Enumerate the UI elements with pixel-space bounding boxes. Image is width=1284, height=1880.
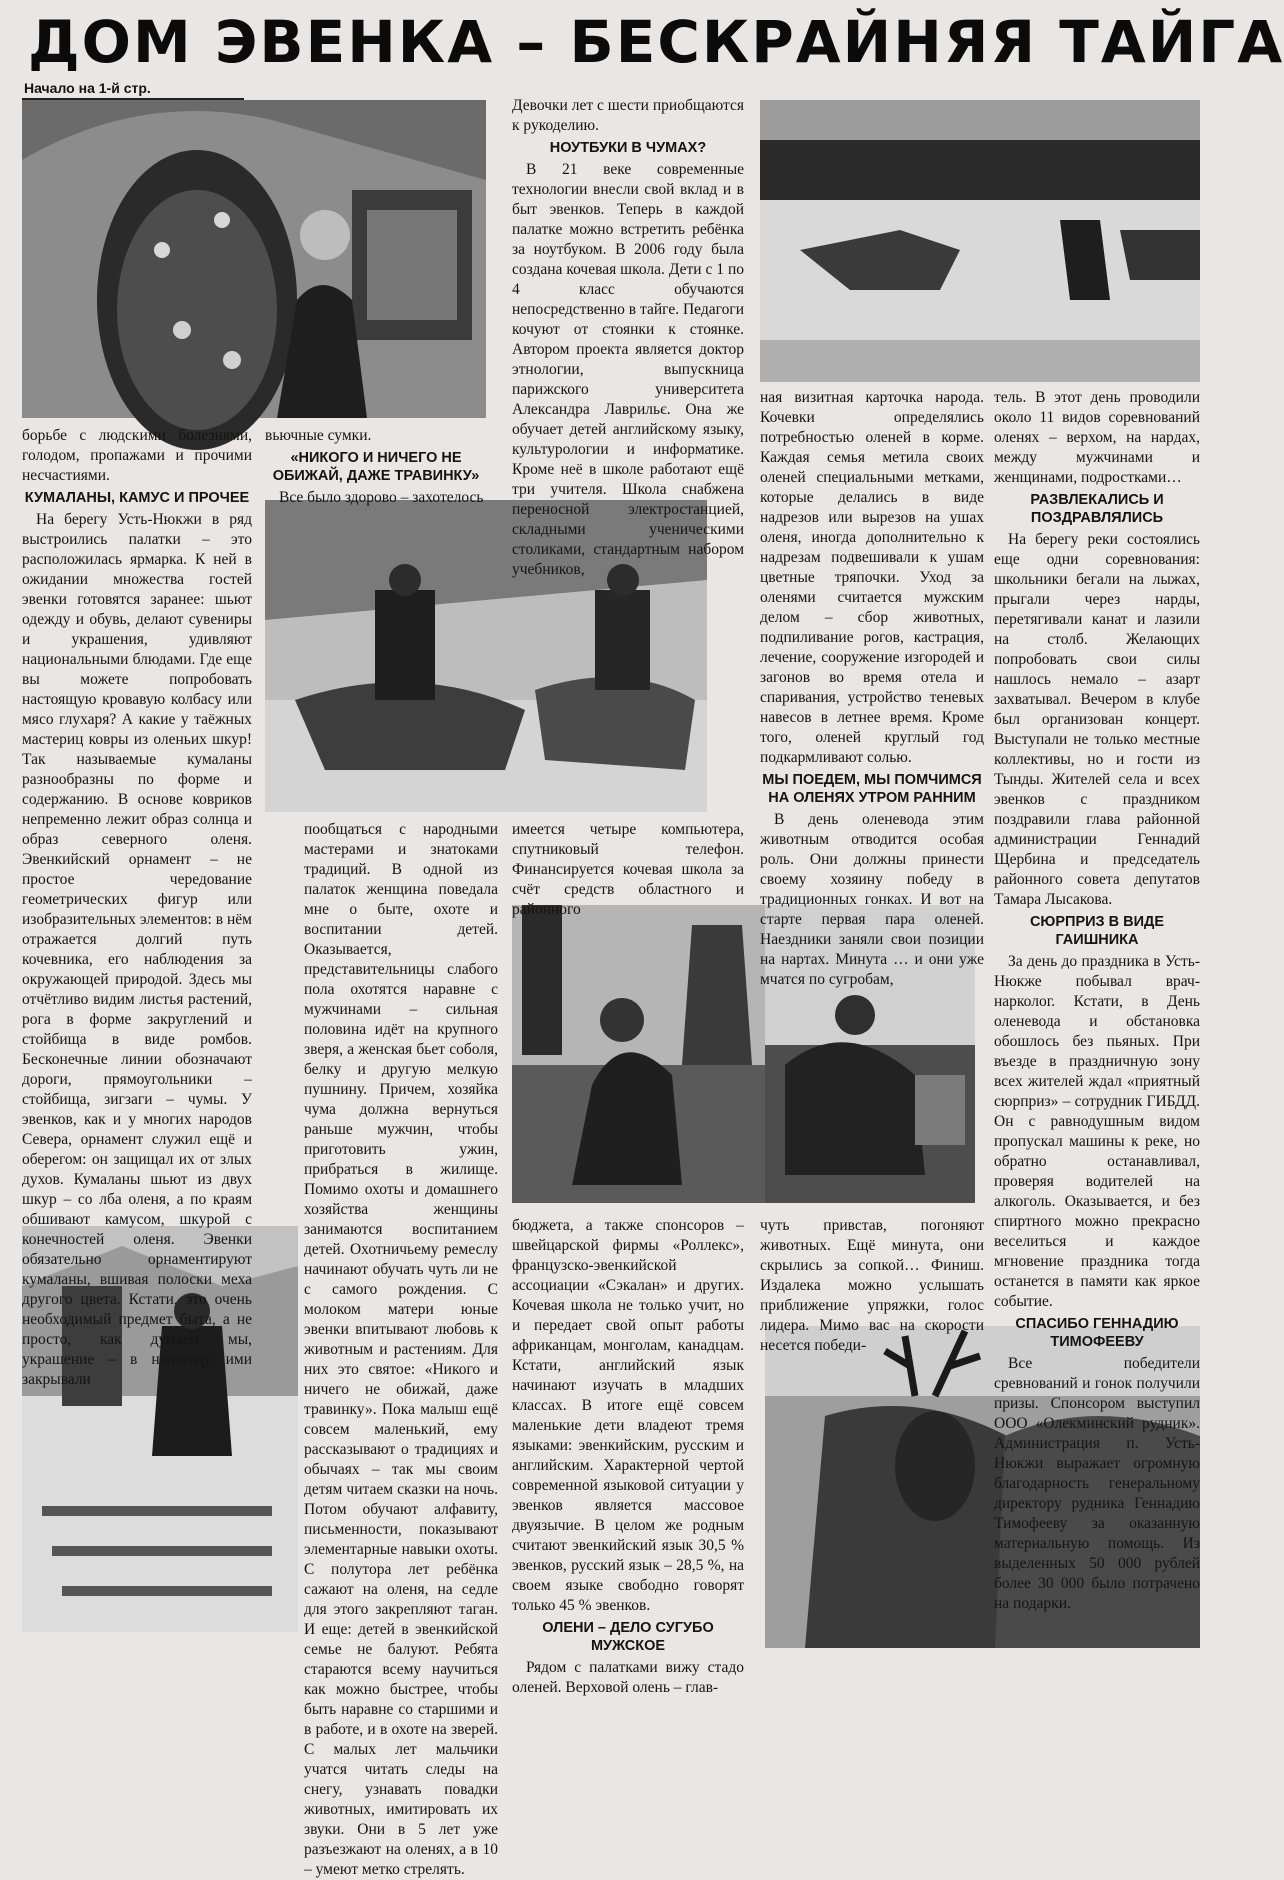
col4-paragraph: ная визитная карточка народа. Кочевки определялись потребностью оленей в корме. Каждая семья метила своих оленей специальными метками, которые делались в виде надрезов или вырезов на ушах оленя, иногда дополнительно к надрезам подвешивали к ушам цветные тряпочки. Уход за оленями считается мужским делом – сбор животных, подпиливание рогов, кастрация, лечение, сооружение изгородей и загонов во время отела и спаривания, устройство теневых навесов в летнее время. Кроме того, оленей круглый год подкармливают солью. xyxy=(760,389,984,766)
col4-paragraph: В день оленевода этим животным отводится особая роль. Они должны принести своему хозяину победу в традиционных гонках. И вот на старте первая пара оленей. Наездники заняли свои позиции на нартах. Минута … и они уже мчатся по сугробам, xyxy=(760,811,984,988)
col2-paragraph: вьючные сумки. xyxy=(265,427,372,444)
column-4-bottom xyxy=(760,1216,984,1354)
column-4-top xyxy=(760,388,984,988)
col1-paragraph: На берегу Усть-Нюкжи в ряд выстроились палатки – это расположилась ярмарка. К ней в ожидании множества гостей эвенки готовятся заранее: шьют одежду и обувь, делают сувениры и украшения, удивляют национальными блюдами. Где еще вы можете попробовать настоящую кровавую колбасу или мясо глухаря? А какие у таёжных мастериц ковры из оленьих шкур! Так называемые кумаланы разнообразны по форме и содержанию. В основе ковриков непременно лежит образ солнца и образ северного оленя. Эвенкийский орнамент – не простое чередование геометрических фигур или изобразительных элементов: в нём отражается долгий путь кочевника, его наблюдения за окружающей природой. Здесь мы отчётливо видим листья растений, рога в форме закруглений и стойбища в виде ромбов. Бесконечные линии обозначают дороги, прямоугольники – стойбища, зигзаги – чумы. У эвенков, как и у многих народов Севера, орнамент служил ещё и оберегом: он защищал их от злых духов. Кумаланы шьют из двух шкур – со лба оленя, а по краям обшивают камусом, шкурой с конечностей оленя. Эвенки обязательно орнаментируют кумаланы, вшивая полоски меха другого цвета. Кстати, это очень необходимый предмет быта, а не просто, как думаем мы, украшение – в непогоду ими закрывали xyxy=(22,511,252,1388)
column-3-middle xyxy=(512,820,744,918)
column-2-bottom xyxy=(304,820,498,1878)
col5-paragraph: Все победители сревнований и гонок получили призы. Спонсором выступил ООО «Олекминский рудник». Администрация п. Усть-Нюкжи выражает огромную благодарность генеральному директору рудника Геннадию Тимофееву за оказанную материальную помощь. Из выделенных 50 000 рублей более 30 000 было потрачено на подарки. xyxy=(994,1355,1200,1612)
col5-paragraph: На берегу реки состоялись еще одни соревнования: школьники бегали на лыжах, прыгали через нарды, перетягивали канат и лазили на столб. Желающих попробовать свои силы нашлось немало – азарт захватывал. Вечером в клубе был организован концерт. Выступали не только местные коллективы, но и гости из Тынды. Жителей села и всех эвенков с праздником поздравили глава районной администрации Геннадий Щербина и председатель районного совета депутатов Тамара Лысакова. xyxy=(994,531,1200,908)
subheading-kumalany: КУМАЛАНЫ, КАМУС И ПРОЧЕЕ xyxy=(24,490,250,506)
col3-paragraph: В 21 веке современные технологии внесли свой вклад и в быт эвенков. Теперь в каждой палатке можно встретить ребёнка за ноутбуком. В 2006 году была создана кочевая школа. Дети с 1 по 4 класс обучаются непосредственно в тайге. Педагоги кочуют от стоянки к стоянке. Автором проекта является доктор этнологии, выпускница парижского университета Александра Лаврильє. Она же обучает детей английскому языку, культурологии и информатике. Кроме неё в школе работают ещё три учителя. Школа снабжена переносной электростанцией, складными ученическими столиками, стандартным набором учебников, xyxy=(512,161,744,578)
subheading-traffic-officer: СЮРПРИЗ В ВИДЕ ГАИШНИКА xyxy=(1029,914,1165,948)
col3-paragraph: Девочки лет с шести приобщаются к рукоделию. xyxy=(512,97,744,134)
subheading-never-hurt: «НИКОГО И НИЧЕГО НЕ ОБИЖАЙ, ДАЖЕ ТРАВИНКУ» xyxy=(272,450,480,484)
photo-elder-in-chum xyxy=(22,100,486,418)
column-1 xyxy=(22,426,252,1388)
column-5 xyxy=(994,388,1200,1612)
col2-paragraph: Все было здорово – захотелось xyxy=(279,489,484,506)
col3-paragraph: имеется четыре компьютера, спутниковый телефон. Финансируется кочевая школа за счёт средств областного и районного xyxy=(512,821,744,918)
col4-paragraph: чуть привстав, погоняют животных. Ещё минута, они скрылись за сопкой… Финиш. Издалека можно услышать приближение упряжки, голос лидера. Мимо вас на скорости несется победи- xyxy=(760,1217,984,1354)
column-3-top xyxy=(512,96,744,578)
subheading-laptops: НОУТБУКИ В ЧУМАХ? xyxy=(549,140,707,156)
col3-paragraph: бюджета, а также спонсоров – швейцарской фирмы «Роллекс», французско-эвенкийской ассоциации «Сэкалан» и других. Кочевая школа не только учит, но и передает свой опыт работы африканцам, монголам, канадцам. Кстати, английский язык начинают изучать в младших классах. В итоге ещё совсем маленькие дети владеют тремя языками: эвенкийским, русским и английским. Характерной чертой современной языковой ситуации у эвенков является массовое двуязычие. В целом же родным считают эвенкийский язык 30,5 % эвенков, русский язык – 28,5 %, на своем языке свободно говорят только 45 % эвенков. xyxy=(512,1217,744,1614)
col1-paragraph: борьбе с людскими болезнями, голодом, пропажами и прочими несчастиями. xyxy=(22,427,252,484)
subheading-entertainment: РАЗВЛЕКАЛИСЬ И ПОЗДРАВЛЯЛИСЬ xyxy=(1030,492,1164,526)
col2-paragraph: пообщаться с народными мастерами и знатоками традиций. В одной из палаток женщина поведала мне о быте, охоте и воспитании детей. Оказывается, представительницы слабого пола охотятся наравне с мужчинами – сильная половина идёт на крупного зверя, а женская бьет соболя, белку и другую мелкую пушнину. Причем, хозяйка чума должна вернуться раньше мужчин, чтобы приготовить ужин, прибраться в жилище. Помимо охоты и домашнего хозяйства женщины занимаются воспитанием детей. Охотничьему ремеслу начинают обучать чуть ли не с самого рождения. С молоком матери юные эвенки впитывают любовь к животным и растениям. Для них это святое: «Никого и ничего не обижай, даже травинку». Пока малыш ещё совсем маленький, ему рассказывают о традициях и обычаях – так мы своим детям читаем сказки на ночь. Потом обучают алфавиту, письменности, показывают элементарные навыки охоты. С полутора лет ребёнка сажают на оленя, на седле для этого закрепляют таган. И еще: детей в эвенкийской семье не балуют. Ребята стараются всему научиться как можно быстрее, чтобы быть наравне со старшими и в работе, и в охоте на зверей. С малых лет мальчики учатся читать следы на снегу, узнавать повадки животных, имитировать их звуки. Они в 5 лет уже разъезжают на оленях, а в 10 – умеют метко стрелять. xyxy=(304,821,498,1878)
subheading-reindeer-mens-work: ОЛЕНИ – ДЕЛО СУГУБО МУЖСКОЕ xyxy=(542,1620,714,1654)
col5-paragraph: За день до праздника в Усть-Нюкже побывал врач-нарколог. Кстати, в День оленевода и обстановка обошлось без пьяных. При въезде в праздничную зону всех жителей ждал «приятный сюрприз» – сотрудник ГИБДД. Он с равнодушным видом пропускал машины к реке, но обратно останавливал, проверяя водителей на алкоголь. Оказывается, и без спиртного можно прекрасно веселиться и каждое мгновение праздника тогда останется в памяти как яркое событие. xyxy=(994,953,1200,1310)
article-headline: ДОМ ЭВЕНКА – БЕСКРАЙНЯЯ ТАЙГА xyxy=(28,8,1284,76)
photo-reindeer-sled-race xyxy=(760,100,1200,382)
col5-paragraph: тель. В этот день проводили около 11 видов соревнований оленях – верхом, на нардах, между мужчинами и женщинами, подростками… xyxy=(994,389,1200,486)
subheading-we-will-ride: МЫ ПОЕДЕМ, МЫ ПОМЧИМСЯ НА ОЛЕНЯХ УТРОМ РАННИМ xyxy=(762,772,982,806)
col3-paragraph: Рядом с палатками вижу стадо оленей. Верховой олень – глав- xyxy=(512,1659,744,1696)
photo-nomad-school-children xyxy=(512,905,765,1203)
column-2-top xyxy=(265,426,487,506)
continued-from-label: Начало на 1-й стр. xyxy=(24,80,151,96)
column-3-bottom xyxy=(512,1216,744,1696)
subheading-thanks: СПАСИБО ГЕННАДИЮ ТИМОФЕЕВУ xyxy=(1015,1316,1179,1350)
